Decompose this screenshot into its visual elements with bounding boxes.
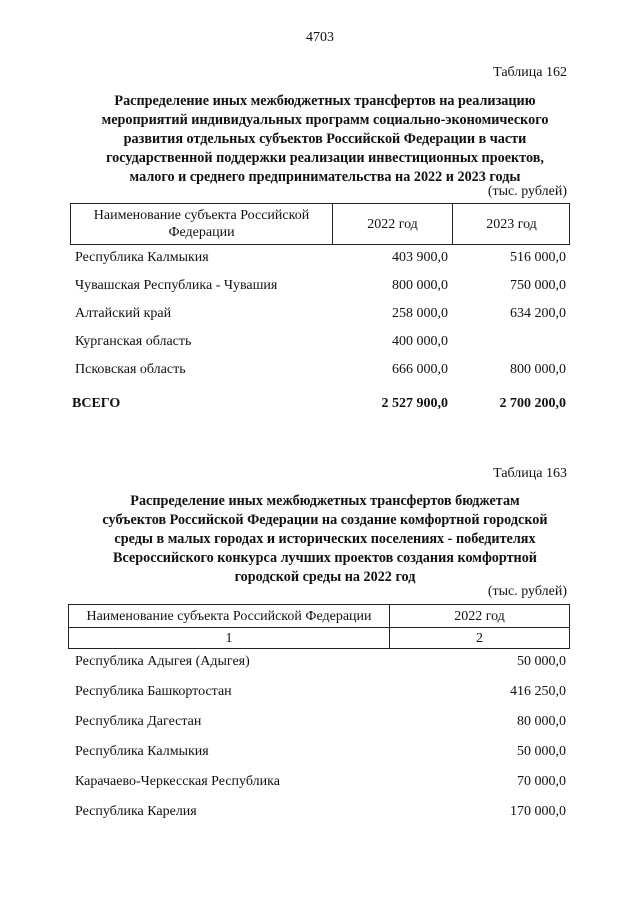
table-163-units: (тыс. рублей) (487, 584, 567, 599)
table-163-body (75, 654, 570, 834)
table-row: Республика Башкортостан 416 250,0 (75, 684, 566, 699)
title-line: мероприятий индивидуальных программ социально-экономического (101, 112, 549, 128)
table-162-label: Таблица 162 (493, 65, 567, 80)
header-name: Наименование субъекта Российской Федерации (93, 208, 310, 240)
table-row: Карачаево-Черкесская Республика 70 000,0 (75, 774, 566, 789)
table-row: Чувашская Республика - Чувашия 800 000,0 750 000,0 (75, 278, 566, 293)
header-col-2: 2 (476, 630, 483, 646)
title-line: малого и среднего предпринимательства на 2022 и 2023 годы (129, 169, 521, 185)
title-line: государственной поддержки реализации инвестиционных проектов, (106, 150, 544, 166)
title-line: субъектов Российской Федерации на создание комфортной городской (102, 512, 548, 528)
title-line: Распределение иных межбюджетных трансфертов бюджетам (130, 493, 520, 509)
title-line: Распределение иных межбюджетных трансфертов на реализацию (114, 93, 536, 109)
total-row: ВСЕГО 2 527 900,0 2 700 200,0 (72, 396, 566, 411)
table-163-title (50, 492, 600, 587)
table-162-units: (тыс. рублей) (487, 184, 567, 199)
table-162-body (72, 250, 570, 420)
table-row: Республика Карелия 170 000,0 (75, 804, 566, 819)
table-163-header (68, 604, 570, 649)
header-2022: 2022 год (367, 216, 418, 232)
table-162-header (70, 203, 570, 245)
table-163-label: Таблица 163 (493, 466, 567, 481)
table-row: Республика Дагестан 80 000,0 (75, 714, 566, 729)
page-number: 4703 (306, 30, 334, 45)
table-row: Курганская область 400 000,0 (75, 334, 448, 349)
table-row: Псковская область 666 000,0 800 000,0 (75, 362, 566, 377)
header-name: Наименование субъекта Российской Федерации (86, 608, 372, 624)
title-line: развития отдельных субъектов Российской Федерации в части (123, 131, 527, 147)
table-162-title (60, 92, 590, 187)
header-2023: 2023 год (486, 216, 537, 232)
header-col-1: 1 (225, 630, 233, 646)
table-row: Республика Адыгея (Адыгея) 50 000,0 (75, 654, 566, 669)
table-row: Республика Калмыкия 50 000,0 (75, 744, 566, 759)
table-row: Республика Калмыкия 403 900,0 516 000,0 (75, 250, 566, 265)
title-line: Всероссийского конкурса лучших проектов создания комфортной (113, 550, 537, 566)
title-line: среды в малых городах и исторических поселениях - победителях (114, 531, 536, 547)
header-2022: 2022 год (454, 608, 505, 624)
table-row: Алтайский край 258 000,0 634 200,0 (75, 306, 566, 321)
title-line: городской среды на 2022 год (234, 569, 416, 585)
